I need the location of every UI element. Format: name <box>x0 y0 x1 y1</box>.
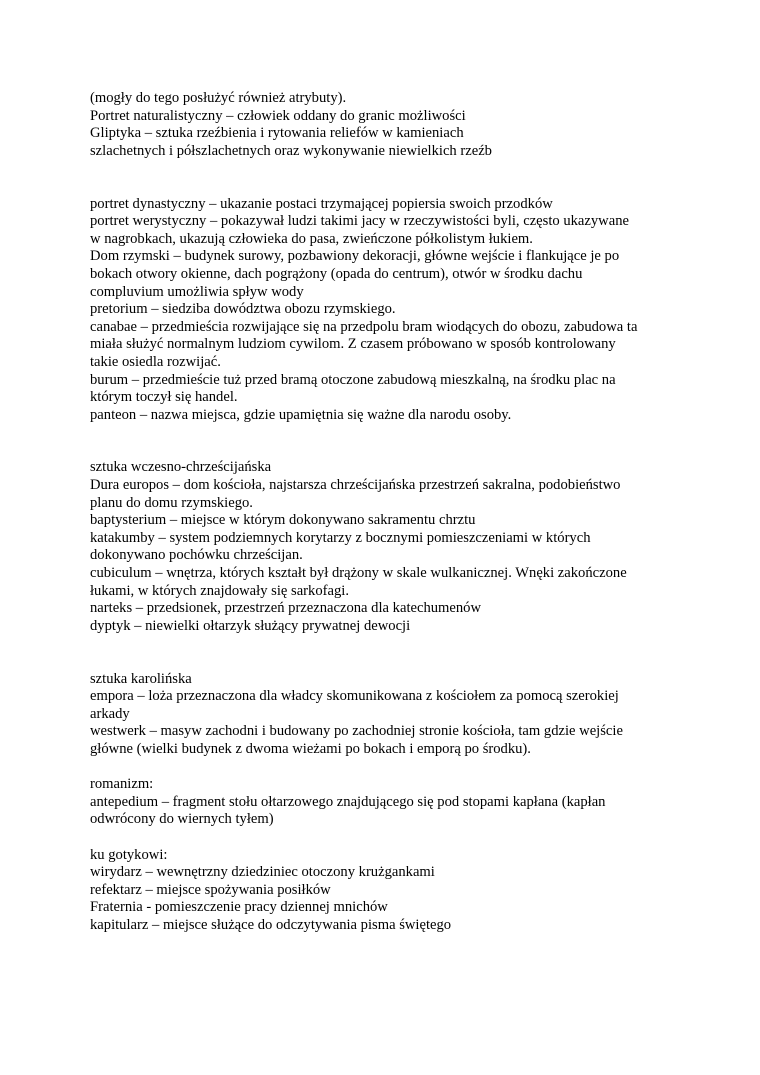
paragraph-gap <box>90 635 680 670</box>
text-line: pretorium – siedziba dowództwa obozu rzymskiego. <box>90 301 396 318</box>
text-line: bokach otwory okienne, dach pogrążony (opada do centrum), otwór w środku dachu <box>90 265 583 282</box>
text-line: canabae – przedmieścia rozwijające się na przedpolu bram wiodących do obozu, zabudowa ta <box>90 318 638 335</box>
text-line: szlachetnych i półszlachetnych oraz wykonywanie niewielkich rzeźb <box>90 142 492 159</box>
text-line: Dom rzymski – budynek surowy, pozbawiony dekoracji, główne wejście i flankujące je po <box>90 248 620 265</box>
section-heading: sztuka karolińska <box>90 670 192 687</box>
text-line: antepedium – fragment stołu ołtarzowego znajdującego się pod stopami kapłana (kapłan <box>90 793 606 810</box>
text-line: planu do domu rzymskiego. <box>90 494 253 511</box>
text-line: dokonywano pochówku chrześcijan. <box>90 547 303 564</box>
text-line: cubiculum – wnętrza, których kształt był drążony w skale wulkanicznej. Wnęki zakończone <box>90 565 627 582</box>
text-line: Portret naturalistyczny – człowiek oddany do granic możliwości <box>90 107 466 124</box>
text-line: narteks – przedsionek, przestrzeń przeznaczona dla katechumenów <box>90 600 482 617</box>
text-line: łukami, w których znajdowały się sarkofagi. <box>90 582 349 599</box>
text-line: kapitularz – miejsce służące do odczytywania pisma świętego <box>90 916 452 933</box>
text-line: którym toczył się handel. <box>90 389 238 406</box>
text-line: portret werystyczny – pokazywał ludzi takimi jacy w rzeczywistości byli, często ukazywane <box>90 213 629 230</box>
text-line: panteon – nazwa miejsca, gdzie upamiętnia się ważne dla narodu osoby. <box>90 406 512 423</box>
text-line: Gliptyka – sztuka rzeźbienia i rytowania reliefów w kamieniach <box>90 125 464 142</box>
text-line: w nagrobkach, ukazują człowieka do pasa, zwieńczone półkolistym łukiem. <box>90 230 533 247</box>
section-heading: romanizm: <box>90 776 154 793</box>
paragraph-gap <box>90 160 680 195</box>
text-line: Fraternia - pomieszczenie pracy dziennej mnichów <box>90 899 388 916</box>
text-line: empora – loża przeznaczona dla władcy skomunikowana z kościołem za pomocą szerokiej <box>90 688 619 705</box>
text-line: Dura europos – dom kościoła, najstarsza chrześcijańska przestrzeń sakralna, podobieństwo <box>90 477 621 494</box>
section-heading: sztuka wczesno-chrześcijańska <box>90 459 272 476</box>
text-line: (mogły do tego posłużyć również atrybuty). <box>90 90 347 106</box>
paragraph-gap <box>90 424 680 459</box>
text-line: baptysterium – miejsce w którym dokonywano sakramentu chrztu <box>90 512 476 529</box>
paragraph-gap <box>90 759 680 777</box>
text-line: wirydarz – wewnętrzny dziedziniec otoczony krużgankami <box>90 864 435 881</box>
text-line: refektarz – miejsce spożywania posiłków <box>90 881 331 898</box>
text-line: westwerk – masyw zachodni i budowany po zachodniej stronie kościoła, tam gdzie wejście <box>90 723 623 740</box>
section-heading: ku gotykowi: <box>90 846 168 863</box>
text-line: portret dynastyczny – ukazanie postaci trzymającej popiersia swoich przodków <box>90 195 553 212</box>
text-line: dyptyk – niewielki ołtarzyk służący prywatnej dewocji <box>90 617 411 634</box>
text-line: compluvium umożliwia spływ wody <box>90 283 304 300</box>
text-line: burum – przedmieście tuż przed bramą otoczone zabudową mieszkalną, na środku plac na <box>90 371 616 388</box>
paragraph-gap <box>90 829 680 847</box>
document-text <box>90 90 680 935</box>
text-line: miała służyć normalnym ludziom cywilom. Z czasem próbowano w sposób kontrolowany <box>90 336 616 353</box>
text-line: główne (wielki budynek z dwoma wieżami po bokach i emporą po środku). <box>90 740 531 757</box>
text-line: arkady <box>90 705 130 722</box>
text-line: katakumby – system podziemnych korytarzy z bocznymi pomieszczeniami w których <box>90 529 591 546</box>
text-line: takie osiedla rozwijać. <box>90 353 221 370</box>
text-line: odwrócony do wiernych tyłem) <box>90 811 274 828</box>
